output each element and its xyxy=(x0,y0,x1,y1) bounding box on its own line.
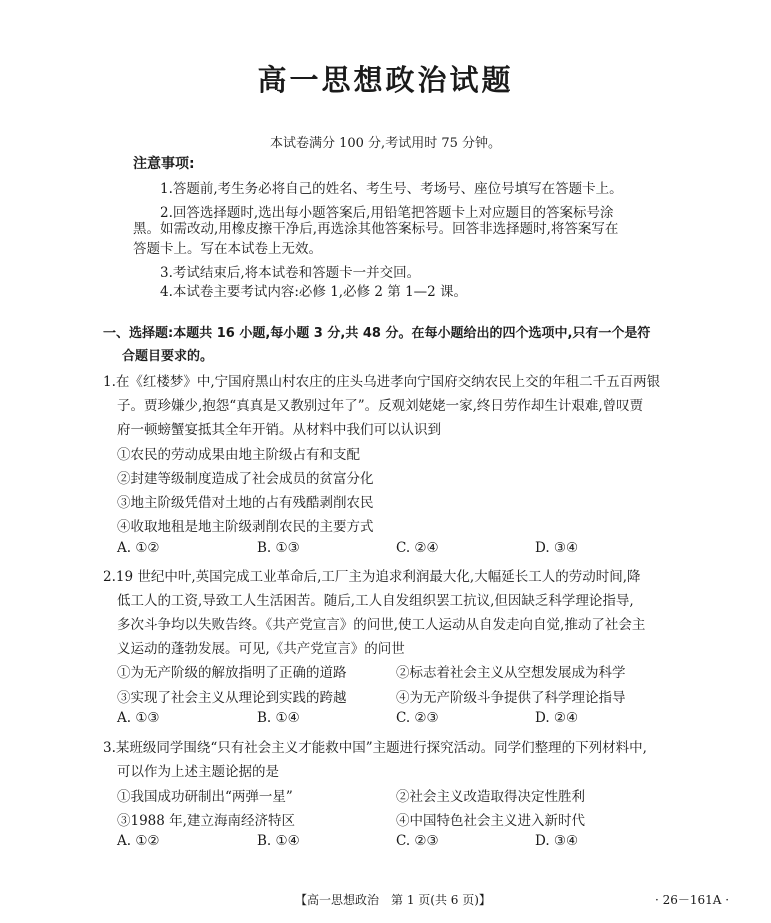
question-1-stem: 子。贾珍嫌少,抱怨“真真是又教别过年了”。反观刘姥姥一家,终日劳作却生计艰难,曾叹贾 xyxy=(117,398,644,414)
page-title: 高一思想政治试题 xyxy=(257,63,514,97)
question-2-stem: 低工人的工资,导致工人生活困苦。随后,工人自发组织罢工抗议,但因缺乏科学理论指导, xyxy=(117,593,634,609)
question-1-item: ③地主阶级凭借对土地的占有残酷剥削农民 xyxy=(117,495,374,511)
question-3-item: ①我国成功研制出“两弹一星” xyxy=(117,789,293,805)
question-2-item: ①为无产阶级的解放指明了正确的道路 xyxy=(117,665,347,681)
question-2-option-d: D. ②④ xyxy=(535,710,579,726)
exam-subtitle: 本试卷满分 100 分,考试用时 75 分钟。 xyxy=(269,136,502,151)
question-2-stem: 2.19 世纪中叶,英国完成工业革命后,工厂主为追求利润最大化,大幅延长工人的劳动时间,降 xyxy=(103,569,641,585)
question-2-item: ③实现了社会主义从理论到实践的跨越 xyxy=(117,690,347,706)
notice-line: 答题卡上。写在本试卷上无效。 xyxy=(133,241,322,257)
question-1-item: ④收取地租是地主阶级剥削农民的主要方式 xyxy=(117,519,374,535)
question-3-item: ③1988 年,建立海南经济特区 xyxy=(117,813,295,829)
question-2-item: ②标志着社会主义从空想发展成为科学 xyxy=(396,665,626,681)
question-1-stem: 府一顿螃蟹宴抵其全年开销。从材料中我们可以认识到 xyxy=(117,422,441,438)
question-3-stem: 3.某班级同学围绕“只有社会主义才能救中国”主题进行探究活动。同学们整理的下列材料中, xyxy=(103,740,647,756)
page-footer: 【高一思想政治 第 1 页(共 6 页)】 xyxy=(295,893,491,907)
question-1-item: ②封建等级制度造成了社会成员的贫富分化 xyxy=(117,471,374,487)
question-3-option-b: B. ①④ xyxy=(257,833,300,849)
question-3-item: ②社会主义改造取得决定性胜利 xyxy=(396,789,585,805)
question-1-option-b: B. ①③ xyxy=(257,540,300,556)
question-1-option-d: D. ③④ xyxy=(535,540,579,556)
notice-line: 4.本试卷主要考试内容:必修 1,必修 2 第 1—2 课。 xyxy=(160,284,468,300)
notice-line: 1.答题前,考生务必将自己的姓名、考生号、考场号、座位号填写在答题卡上。 xyxy=(160,181,623,197)
question-2-item: ④为无产阶级斗争提供了科学理论指导 xyxy=(396,690,626,706)
notice-line: 2.回答选择题时,选出每小题答案后,用铅笔把答题卡上对应题目的答案标号涂 xyxy=(160,205,614,221)
question-1-option-c: C. ②④ xyxy=(396,540,439,556)
question-3-option-a: A. ①② xyxy=(117,833,160,849)
question-2-option-b: B. ①④ xyxy=(257,710,300,726)
question-2-stem: 多次斗争均以失败告终。《共产党宣言》的问世,使工人运动从自发走向自觉,推动了社会主 xyxy=(117,617,646,633)
notice-line: 黑。如需改动,用橡皮擦干净后,再选涂其他答案标号。回答非选择题时,将答案写在 xyxy=(133,221,619,237)
notice-line: 3.考试结束后,将本试卷和答题卡一并交回。 xyxy=(160,265,421,281)
question-2-stem: 义运动的蓬勃发展。可见,《共产党宣言》的问世 xyxy=(117,641,405,657)
question-3-option-d: D. ③④ xyxy=(535,833,579,849)
question-1-item: ①农民的劳动成果由地主阶级占有和支配 xyxy=(117,447,360,463)
section-heading-cont: 合题目要求的。 xyxy=(122,349,214,364)
question-3-option-c: C. ②③ xyxy=(396,833,439,849)
question-3-item: ④中国特色社会主义进入新时代 xyxy=(396,813,585,829)
question-3-stem: 可以作为上述主题论据的是 xyxy=(117,764,279,780)
section-heading: 一、选择题:本题共 16 小题,每小题 3 分,共 48 分。在每小题给出的四个选项中,只有一个是符 xyxy=(103,326,651,341)
question-1-option-a: A. ①② xyxy=(117,540,160,556)
question-2-option-a: A. ①③ xyxy=(117,710,160,726)
paper-code: · 26－161A · xyxy=(655,893,730,907)
notice-heading: 注意事项: xyxy=(133,156,195,172)
question-1-stem: 1.在《红楼梦》中,宁国府黑山村农庄的庄头乌进孝向宁国府交纳农民上交的年租二千五百两银 xyxy=(103,374,661,390)
question-2-option-c: C. ②③ xyxy=(396,710,439,726)
